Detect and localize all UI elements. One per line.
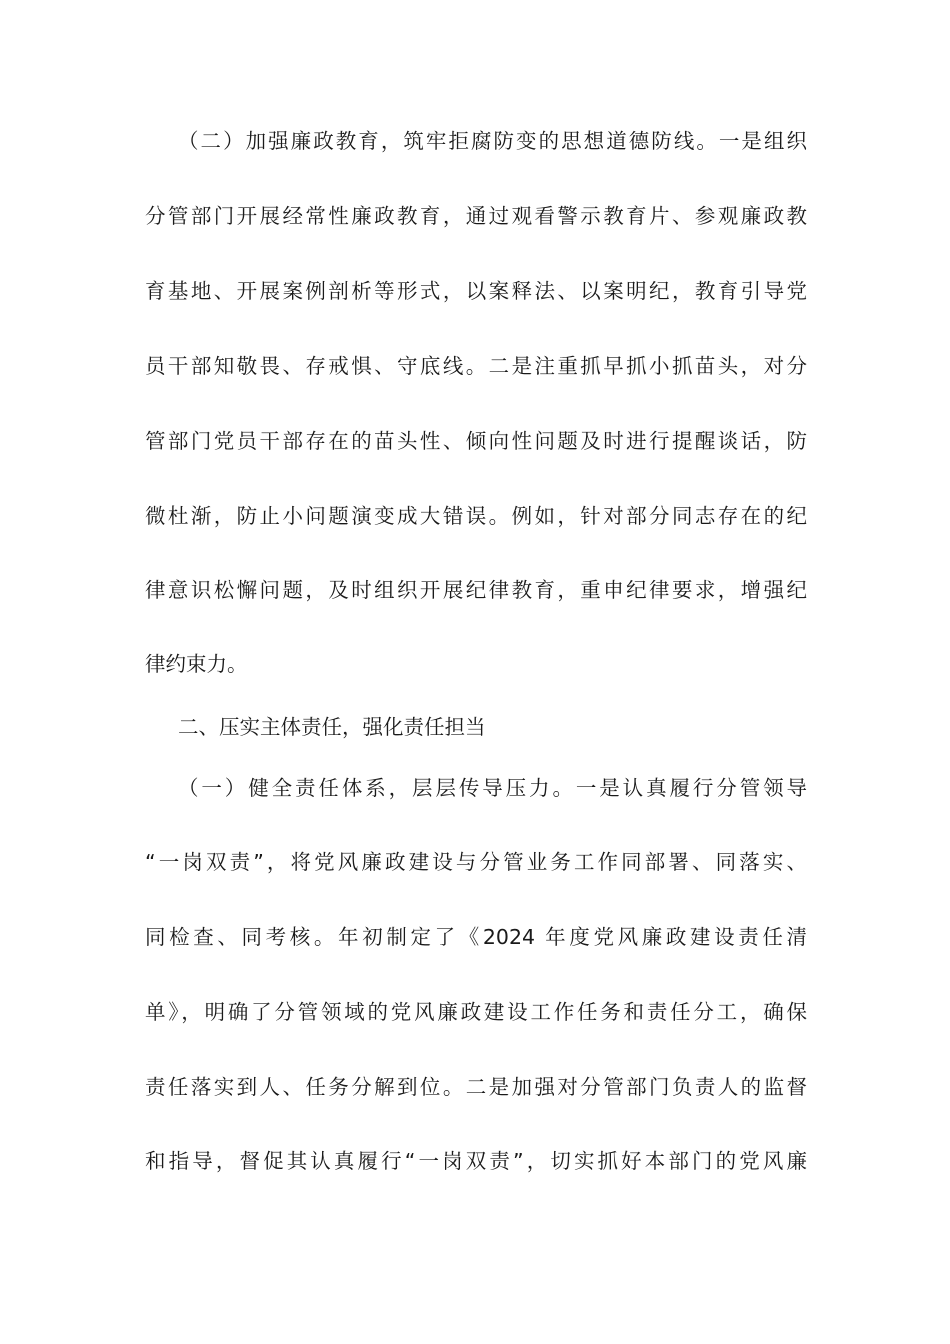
paragraph-line: 律意识松懈问题，及时组织开展纪律教育，重申纪律要求，增强纪 <box>145 578 807 602</box>
paragraph-line: 责任落实到人、任务分解到位。二是加强对分管部门负责人的监督 <box>145 1075 807 1099</box>
paragraph-line: 员干部知敬畏、存戒惧、守底线。二是注重抓早抓小抓苗头，对分 <box>145 354 807 378</box>
paragraph-line: 律约束力。 <box>145 652 248 676</box>
paragraph-line: 分管部门开展经常性廉政教育，通过观看警示教育片、参观廉政教 <box>145 204 807 228</box>
paragraph-line: 管部门党员干部存在的苗头性、倾向性问题及时进行提醒谈话，防 <box>145 429 807 453</box>
paragraph-line: 和指导，督促其认真履行“一岗双责”，切实抓好本部门的党风廉 <box>145 1149 807 1173</box>
paragraph-line: 单》，明确了分管领域的党风廉政建设工作任务和责任分工，确保 <box>145 1000 807 1024</box>
paragraph-line: 育基地、开展案例剖析等形式，以案释法、以案明纪，教育引导党 <box>145 279 807 303</box>
paragraph-line: 同检查、同考核。年初制定了《2024 年度党风廉政建设责任清 <box>145 925 807 949</box>
paragraph-line: （一）健全责任体系，层层传导压力。一是认真履行分管领导 <box>178 776 807 800</box>
section-heading: 二、压实主体责任，强化责任担当 <box>178 715 486 739</box>
paragraph-line: “一岗双责”，将党风廉政建设与分管业务工作同部署、同落实、 <box>145 850 807 874</box>
paragraph-line: （二）加强廉政教育，筑牢拒腐防变的思想道德防线。一是组织 <box>178 129 807 153</box>
paragraph-line: 微杜渐，防止小问题演变成大错误。例如，针对部分同志存在的纪 <box>145 504 807 528</box>
